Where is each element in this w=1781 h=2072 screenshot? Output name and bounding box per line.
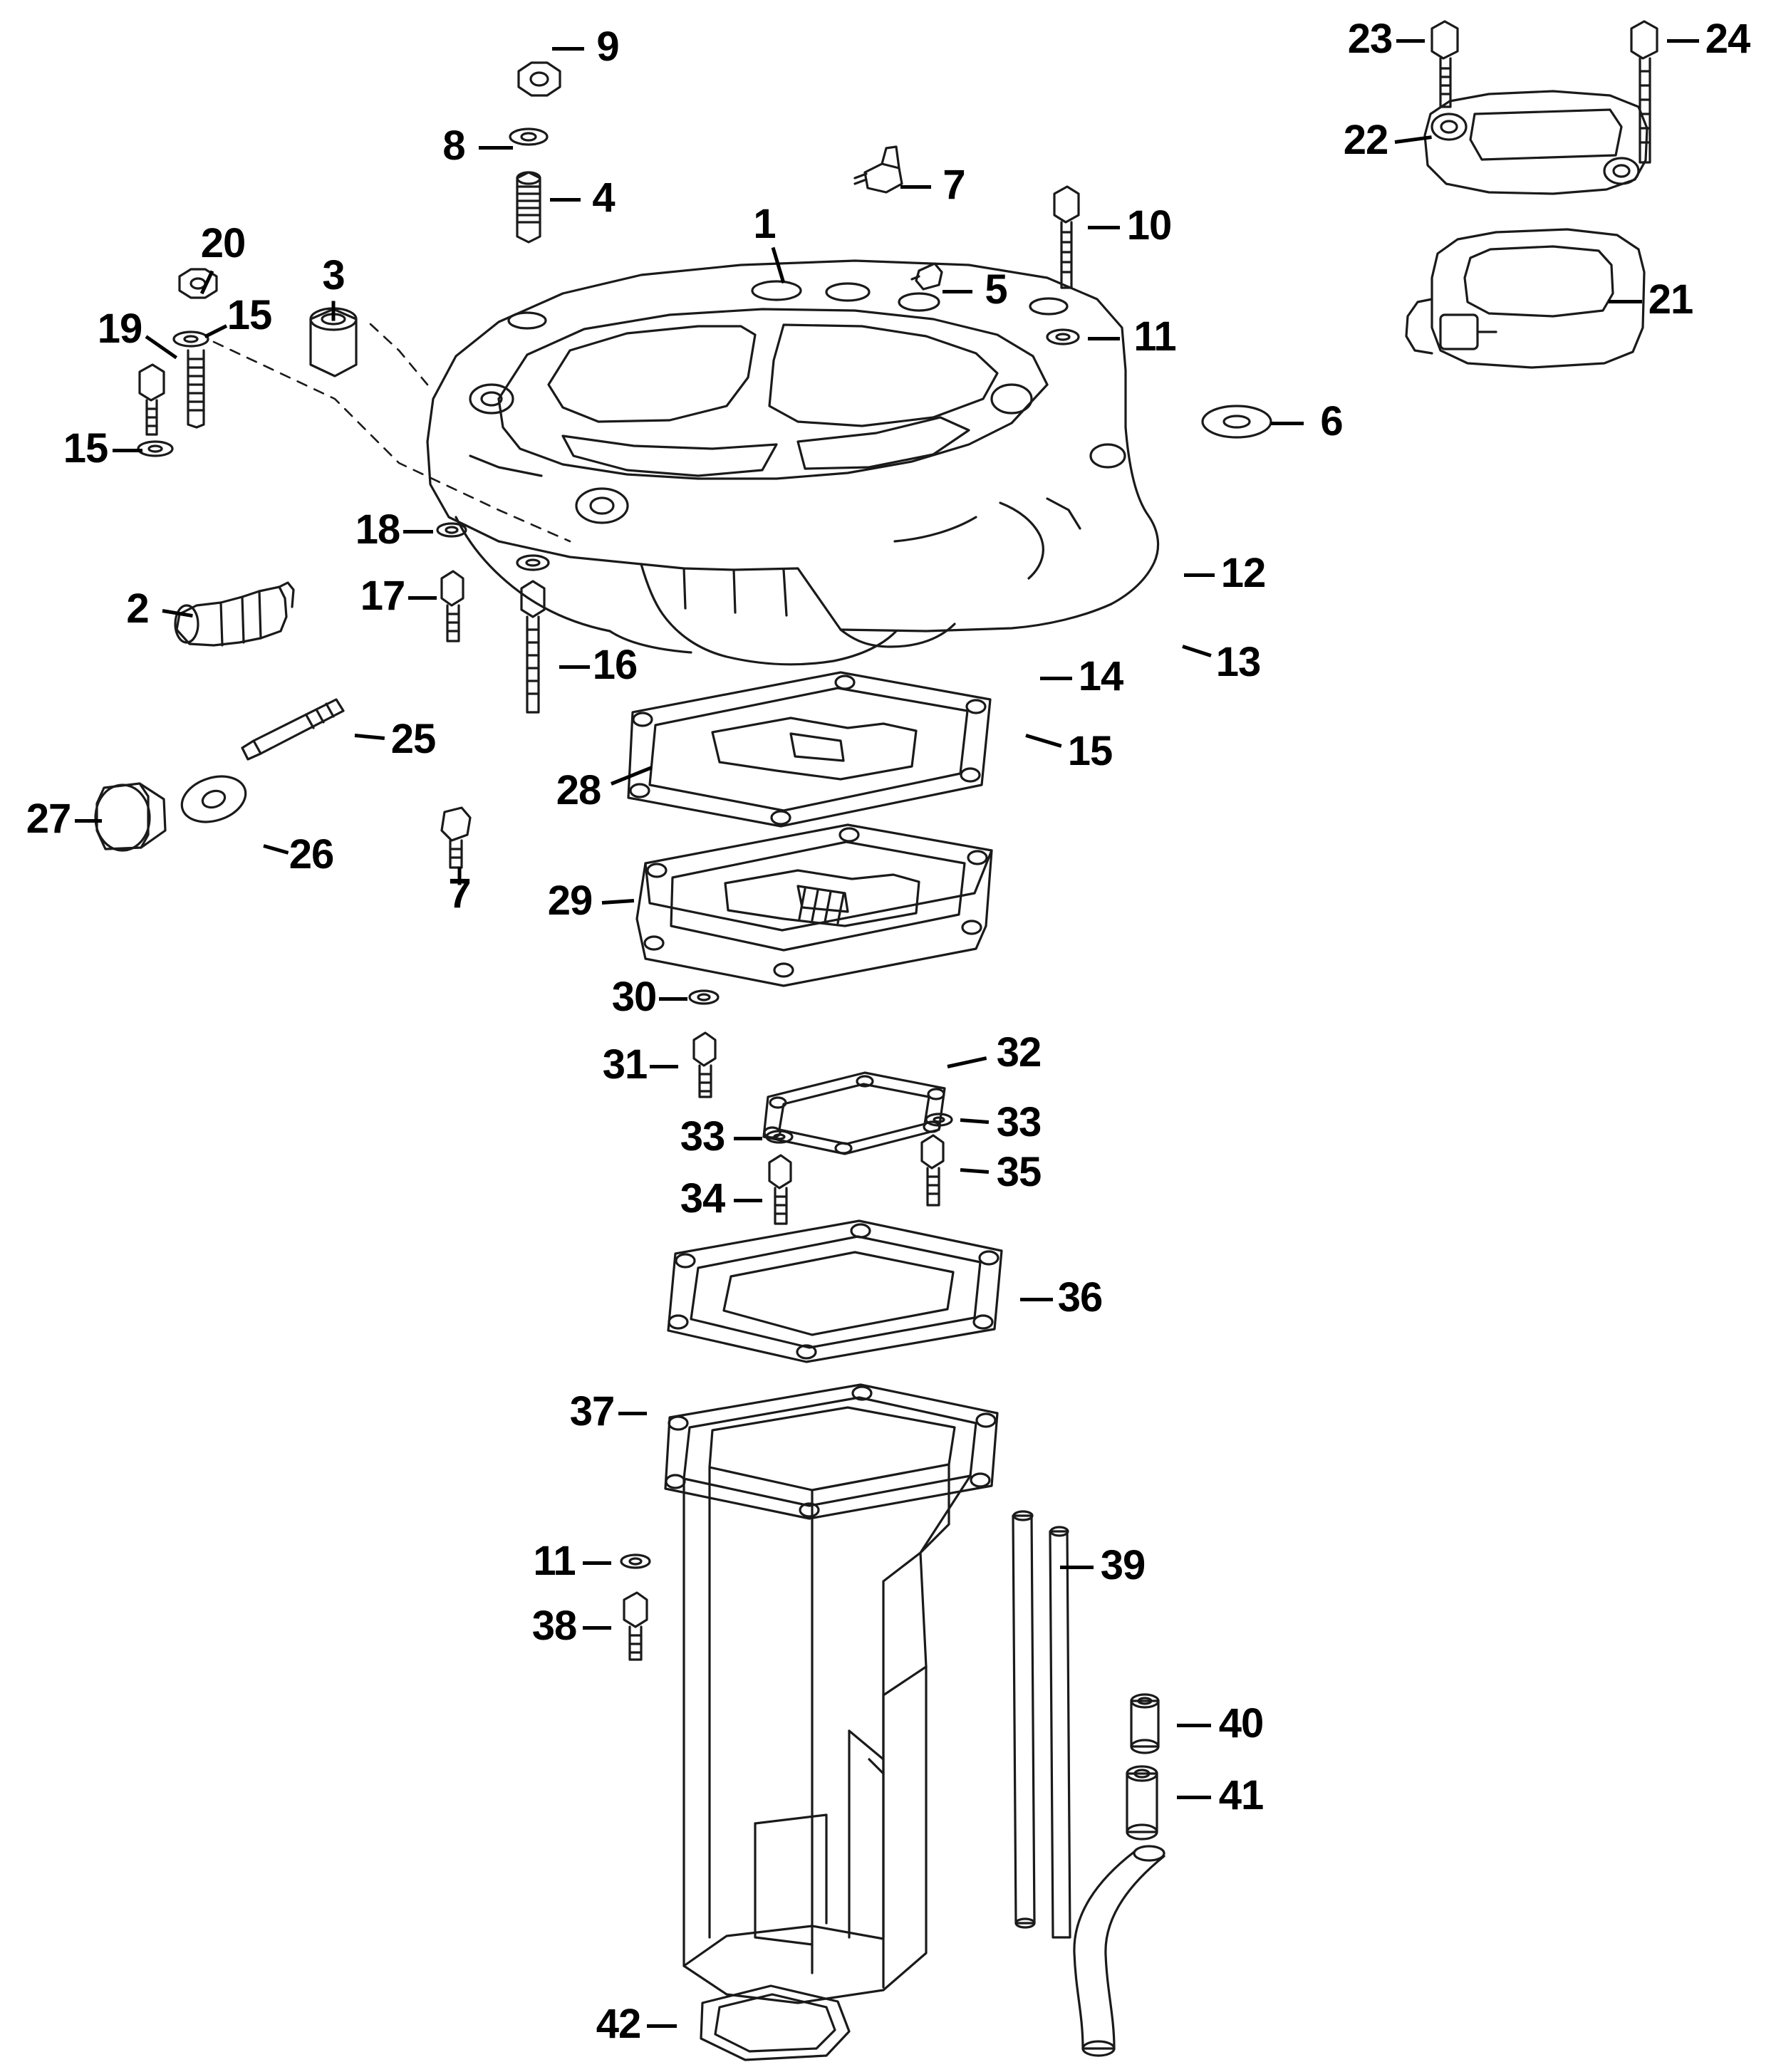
part-rubber-mount <box>1406 229 1644 368</box>
part-bolt-31 <box>694 1033 715 1097</box>
part-bolt-38 <box>624 1593 647 1660</box>
callout-number-35: 35 <box>996 1149 1042 1195</box>
callout-leader-23 <box>1396 39 1425 43</box>
part-fitting-7b <box>442 808 470 868</box>
callout-leader-7a <box>900 185 931 189</box>
callout-number-30: 30 <box>611 974 657 1020</box>
callout-number-15b: 15 <box>63 425 108 472</box>
callout-number-33a: 33 <box>996 1099 1042 1145</box>
part-adapter-plate-29 <box>637 825 992 986</box>
callout-number-7a: 7 <box>943 162 965 208</box>
callout-number-34: 34 <box>680 1175 725 1222</box>
part-lock-washer-11a <box>1047 330 1079 344</box>
callout-leader-6 <box>1271 422 1304 425</box>
callout-number-18: 18 <box>355 506 400 553</box>
part-bolt-10 <box>1054 187 1079 288</box>
callout-leader-12 <box>1184 573 1215 577</box>
callout-number-23: 23 <box>1347 16 1393 62</box>
part-cover-plate-32 <box>764 1073 945 1154</box>
part-bolt-34 <box>769 1155 791 1224</box>
callout-number-15c: 15 <box>1067 728 1113 774</box>
part-exhaust-housing-37 <box>665 1385 997 2003</box>
callout-number-42: 42 <box>596 2001 641 2047</box>
callout-number-22: 22 <box>1343 117 1388 163</box>
part-washer-15b <box>138 442 172 456</box>
callout-number-20: 20 <box>200 220 246 266</box>
callout-number-6: 6 <box>1320 398 1343 444</box>
part-washer-26 <box>176 769 251 829</box>
callout-leader-27 <box>75 819 102 823</box>
callout-number-10: 10 <box>1126 202 1172 249</box>
part-plug-5 <box>912 264 942 289</box>
part-hex-nut-9 <box>519 63 560 95</box>
callout-leader-30 <box>659 997 687 1001</box>
callout-leader-41 <box>1177 1796 1211 1799</box>
part-bolt-35 <box>922 1135 943 1205</box>
callout-number-8: 8 <box>442 123 465 169</box>
callout-number-40: 40 <box>1218 1700 1264 1746</box>
callout-leader-40 <box>1177 1724 1211 1727</box>
callout-number-14: 14 <box>1078 653 1123 699</box>
callout-number-33b: 33 <box>680 1113 725 1160</box>
callout-number-3: 3 <box>322 252 345 298</box>
part-large-washer-6 <box>1203 406 1271 437</box>
part-washer-15a <box>174 332 208 346</box>
callout-leader-14 <box>1040 677 1072 680</box>
callout-leader-42 <box>647 2024 677 2028</box>
callout-leader-11a <box>1088 337 1120 340</box>
callout-number-4: 4 <box>592 175 615 221</box>
part-stud-25 <box>242 699 343 759</box>
callout-number-39: 39 <box>1100 1542 1146 1588</box>
part-grommet-40 <box>1131 1694 1158 1753</box>
callout-number-11b: 11 <box>533 1538 576 1584</box>
part-exhaust-adapter-housing <box>427 261 1158 665</box>
callout-leader-21 <box>1609 300 1642 303</box>
callout-number-9: 9 <box>596 24 619 70</box>
part-bolt-23 <box>1432 21 1458 107</box>
callout-leader-9 <box>552 47 584 51</box>
part-bolt-17 <box>442 571 463 641</box>
part-mount-bracket <box>1425 91 1647 194</box>
callout-number-13: 13 <box>1215 639 1261 685</box>
part-sleeve-41 <box>1127 1766 1157 1839</box>
callout-number-32: 32 <box>996 1029 1042 1076</box>
callout-leader-39 <box>1060 1566 1094 1569</box>
part-seal-ring-42 <box>701 1986 849 2060</box>
part-washer-18b <box>517 556 549 570</box>
callout-number-15a: 15 <box>227 292 272 338</box>
callout-number-21: 21 <box>1648 276 1693 323</box>
part-tube-39 <box>1013 1511 1070 1937</box>
callout-number-26: 26 <box>289 831 334 878</box>
callout-leader-15b <box>113 449 142 452</box>
callout-leader-37 <box>618 1412 647 1415</box>
callout-number-27: 27 <box>26 796 71 842</box>
callout-number-25: 25 <box>390 716 436 762</box>
part-bolt-24 <box>1631 21 1657 162</box>
callout-number-41: 41 <box>1218 1772 1264 1818</box>
callout-number-5: 5 <box>985 266 1007 313</box>
part-stud-long-left <box>188 350 204 427</box>
part-shift-shaft-2 <box>175 583 294 645</box>
part-bolt-19 <box>140 365 164 434</box>
part-long-stud-4 <box>517 172 540 242</box>
callout-leader-8 <box>479 146 513 150</box>
callout-number-28: 28 <box>556 767 601 813</box>
callout-leader-10 <box>1088 226 1120 229</box>
callout-leader-38 <box>583 1626 611 1630</box>
callout-leader-33b <box>734 1137 762 1140</box>
callout-leader-11b <box>583 1561 611 1565</box>
callout-number-2: 2 <box>126 585 149 632</box>
part-washer-30 <box>690 991 718 1004</box>
callout-leader-4 <box>550 198 581 202</box>
callout-number-36: 36 <box>1057 1274 1103 1321</box>
callout-number-11a: 11 <box>1133 313 1176 360</box>
callout-number-12: 12 <box>1220 550 1266 596</box>
part-washer-8 <box>510 129 547 145</box>
part-gasket-36 <box>668 1221 1002 1362</box>
callout-leader-34 <box>734 1199 762 1202</box>
callout-number-7b: 7 <box>448 870 471 917</box>
callout-leader-31 <box>650 1065 678 1068</box>
callout-number-16: 16 <box>592 642 638 688</box>
callout-leader-18 <box>403 530 433 533</box>
callout-number-29: 29 <box>547 878 593 924</box>
part-lock-washer-11b <box>621 1555 650 1568</box>
callout-number-37: 37 <box>569 1388 615 1435</box>
callout-number-19: 19 <box>97 306 142 352</box>
callout-number-31: 31 <box>602 1041 648 1088</box>
part-fitting-7a <box>855 147 902 192</box>
callout-leader-17 <box>408 596 437 600</box>
part-hose <box>1074 1846 1164 2056</box>
callout-leader-5 <box>943 290 972 293</box>
callout-number-38: 38 <box>531 1603 577 1649</box>
callout-leader-24 <box>1667 39 1699 43</box>
callout-leader-36 <box>1020 1298 1053 1301</box>
callout-leader-3 <box>332 301 336 321</box>
callout-number-17: 17 <box>360 573 405 619</box>
callout-number-1: 1 <box>753 201 776 247</box>
callout-number-24: 24 <box>1705 16 1750 62</box>
callout-leader-16 <box>559 665 590 669</box>
part-gasket-28 <box>628 672 990 826</box>
part-rubber-cone-27 <box>95 783 165 850</box>
